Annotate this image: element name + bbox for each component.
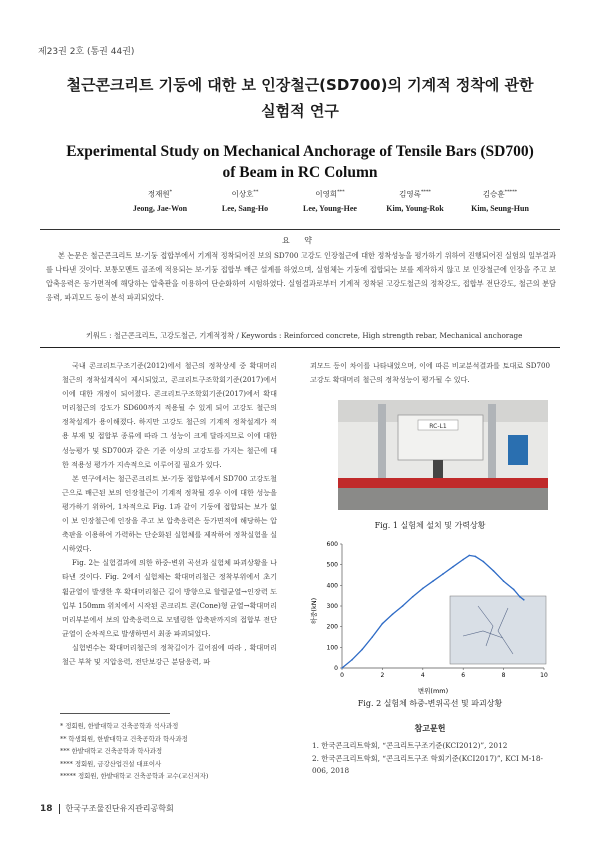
- issue-header: 제23권 2호 (통권 44권): [38, 47, 135, 57]
- author-name-en: Kim, Seung-Hun: [471, 203, 529, 213]
- author-name-en: Jeong, Jae-Won: [132, 203, 188, 213]
- chart-data-point: [382, 623, 384, 625]
- author-mark: **: [253, 189, 259, 195]
- author-mark: ****: [420, 189, 431, 195]
- footnote-rule: [60, 713, 170, 714]
- author-name-ko: 이영희: [315, 189, 338, 199]
- keywords-text: 철근콘크리트, 고강도철근, 기계적정착 / Keywords : Reinforced concrete, High strength rebar, Mechanical anchorage: [113, 331, 523, 340]
- chart-data-point: [519, 596, 521, 598]
- body-paragraph: Fig. 2는 실험결과에 의한 하중-변위 곡선과 실험체 파괴상황을 나타낸 것이다. Fig. 2에서 실험체는 확대머리철근 정착부위에서 초기 휨균열이 발생한 후 확대머리철근 길이 방향으로 할렬균열→인장력 도입부 150mm 위치에서 시작된 콘크리트 콘(Cone)형 균열→확대머리 머리부분에서 보의 압축응력으로 모델링한 압축판까지의 접합부 전단균열이 순차적으로 발생하면서 최종 파괴되었다.: [62, 558, 277, 638]
- footnote: ** 학생회원, 한밭대학교 건축공학과 학사과정: [60, 734, 188, 743]
- chart-data-point: [475, 556, 477, 558]
- author-name-ko: 정재원: [147, 189, 170, 199]
- footnote: ***** 정회원, 한밭대학교 건축공학과 교수(교신저자): [60, 772, 209, 780]
- chart-y-tick-label: 500: [326, 561, 338, 569]
- footnote: **** 정회원, 금강산업건설 대표이사: [60, 759, 162, 768]
- page-footer: [40, 803, 174, 814]
- chart-data-point: [462, 559, 464, 561]
- chart-data-point: [503, 580, 505, 582]
- fig1-caption: Fig. 1 실험체 설치 및 가력상황: [374, 521, 486, 530]
- fig2-caption: Fig. 2 실험체 하중-변위곡선 및 파괴상황: [357, 699, 503, 708]
- author-mark: *****: [504, 189, 518, 195]
- chart-data-point: [432, 580, 434, 582]
- chart-data-point: [341, 667, 343, 669]
- references-list: [312, 740, 552, 778]
- abstract-heading: 요 약: [282, 236, 318, 245]
- author-mark: ***: [337, 189, 345, 195]
- title-english-line2: of Beam in RC Column: [222, 164, 378, 181]
- chart-y-tick-label: 400: [326, 582, 338, 590]
- body-paragraph: 괴모드 등이 차이를 나타내었으며, 이에 따른 비교분석결과를 토대로 SD700 고강도 확대머리 철근의 정착성능이 평가될 수 있다.: [310, 361, 550, 385]
- author-name-ko: 김영록: [399, 189, 421, 199]
- body-paragraph: 본 연구에서는 철근콘크리트 보-기둥 접합부에서 SD700 고강도철근으로 배근된 보의 인장철근이 기계적 정착될 경우 이에 대한 성능을 평가하기 위하여, 1차적으로 Fig. 1과 같이 기둥에 접합되는 보가 없이 보 인장철근에 인장을 주고 보 압축응력은 등가면적에 해당하는 압축판을 이용하여 가력하는 단순화된 실험체를 제작하여 정착실험을 실시하였다.: [62, 473, 277, 554]
- chart-data-point: [442, 573, 444, 575]
- chart-x-tick-label: 0: [340, 672, 344, 679]
- page-number: 18: [40, 804, 53, 814]
- title-korean-line2: 실험적 연구: [261, 102, 339, 120]
- chart-y-tick-label: 0: [334, 665, 338, 672]
- references-heading: 참고문헌: [414, 724, 446, 733]
- chart-data-point: [483, 561, 485, 563]
- chart-x-tick-label: 8: [501, 672, 506, 679]
- title-korean-line1: 철근콘크리트 기둥에 대한 보 인장철근(SD700)의 기계적 정착에 관한: [66, 76, 534, 94]
- author-5: [445, 185, 555, 216]
- body-paragraph: 실험변수는 확대머리철근의 정착길이가 길어짐에 따라 , 확대머리철근 부착 및 지압응력, 전단보강근 분담응력, 파: [62, 642, 277, 666]
- abstract-text: 본 논문은 철근콘크리트 보-기둥 접합부에서 기계적 정착되어진 보의 SD700 고강도 인장철근에 대한 정착성능을 평가하기 위하여 진행되어진 실험의 일부결과를 나타낸 것이다. 보통모멘트 골조에 적용되는 보-기둥 접합부 배근 설계를 하였으며, 실험체는 기둥에 접합되는 보를 제작하지 않고 보 인장철근에 인장을 주고 보 압축응력은 등가면적에 해당하는 압축판을 이용하여 단순화하여 시험하였다. 실험결과로부터 기계적 정착된 고강도철근의 정착강도, 접합부 전단강도, 철근의 분담응력, 파괴모드 등이 분석 파괴되었다.: [46, 251, 556, 303]
- abstract-top-rule: [40, 229, 560, 230]
- author-name-ko: 이상호: [231, 189, 254, 199]
- chart-data-point: [422, 588, 424, 590]
- chart-data-point: [402, 605, 404, 607]
- chart-xlabel: 변위(mm): [417, 687, 449, 695]
- body-column-right: [310, 359, 550, 387]
- author-name-en: Lee, Young-Hee: [303, 203, 357, 213]
- footer-divider: [59, 804, 60, 814]
- author-name-ko: 김승훈: [482, 189, 505, 199]
- chart-data-point: [493, 570, 495, 572]
- journal-name: 한국구조물진단유지관리공학회: [65, 804, 174, 813]
- keywords-label: 키워드 :: [86, 331, 112, 340]
- chart-data-point: [372, 636, 374, 638]
- chart-data-point: [468, 555, 470, 557]
- chart-data-point: [452, 566, 454, 568]
- body-column-left: [62, 359, 277, 669]
- chart-y-tick-label: 600: [326, 541, 338, 548]
- footnote: * 정회원, 한밭대학교 건축공학과 석사과정: [60, 722, 179, 730]
- chart-y-tick-label: 300: [326, 603, 338, 610]
- chart-x-tick-label: 10: [540, 672, 548, 679]
- abstract-bottom-rule: [40, 347, 560, 348]
- chart-data-point: [412, 596, 414, 598]
- author-name-en: Lee, Sang-Ho: [221, 203, 269, 213]
- chart-x-tick-label: 4: [420, 672, 425, 679]
- chart-data-point: [392, 613, 394, 615]
- chart-data-point: [523, 599, 525, 601]
- footnotes: [60, 720, 300, 783]
- title-english-line1: Experimental Study on Mechanical Anchorage of Tensile Bars (SD700): [66, 143, 534, 160]
- author-mark: *: [169, 189, 173, 195]
- footnote: *** 한밭대학교 건축공학과 학사과정: [60, 747, 163, 755]
- chart-x-tick-label: 6: [461, 672, 466, 679]
- keywords: [86, 331, 556, 341]
- chart-x-tick-label: 2: [380, 672, 385, 679]
- fig1-specimen-label: RC-L1: [429, 423, 447, 430]
- chart-y-tick-label: 100: [326, 644, 338, 652]
- body-paragraph: 국내 콘크리트구조기준(2012)에서 철근의 정착상세 중 확대머리철근의 정착설계식이 제시되었고, 콘크리트구조학회기준(2017)에서 이에 대한 개정이 되어졌다. 콘크리트구조학회기준(2017)에서 확대머리철근의 강도가 SD600까지 적용될 수 있게 되어 고강도 철근의 정착설계가 용이해졌다. 하지만 고강도 철근의 기계적 정착설계가 적용 부재 및 접합부 종류에 따라 그 성능이 크게 달라지므로 이에 대한 성능평가 및 SD700과 같은 기준 이상의 고강도를 가지는 철근에 대한 적용성 평가가 지속적으로 이루어질 필요가 있다.: [62, 361, 277, 469]
- chart-data-point: [351, 659, 353, 661]
- fig1-test-setup-photo: [338, 400, 548, 510]
- author-name-en: Kim, Young-Rok: [386, 203, 444, 213]
- chart-data-point: [361, 649, 363, 651]
- reference-item: 1. 한국콘크리트학회, “콘크리트구조기준(KCI2012)”, 2012: [312, 741, 508, 750]
- fig2-load-displacement-chart: [308, 536, 554, 696]
- reference-item: 2. 한국콘크리트학회, “콘크리트구조 학회기준(KCI2017)”, KCI M-18-006, 2018: [312, 753, 543, 775]
- chart-y-tick-label: 200: [326, 623, 338, 631]
- chart-data-point: [513, 589, 515, 591]
- fig2-failure-photo-inset: [450, 596, 546, 664]
- chart-ylabel: 하중(kN): [310, 597, 318, 625]
